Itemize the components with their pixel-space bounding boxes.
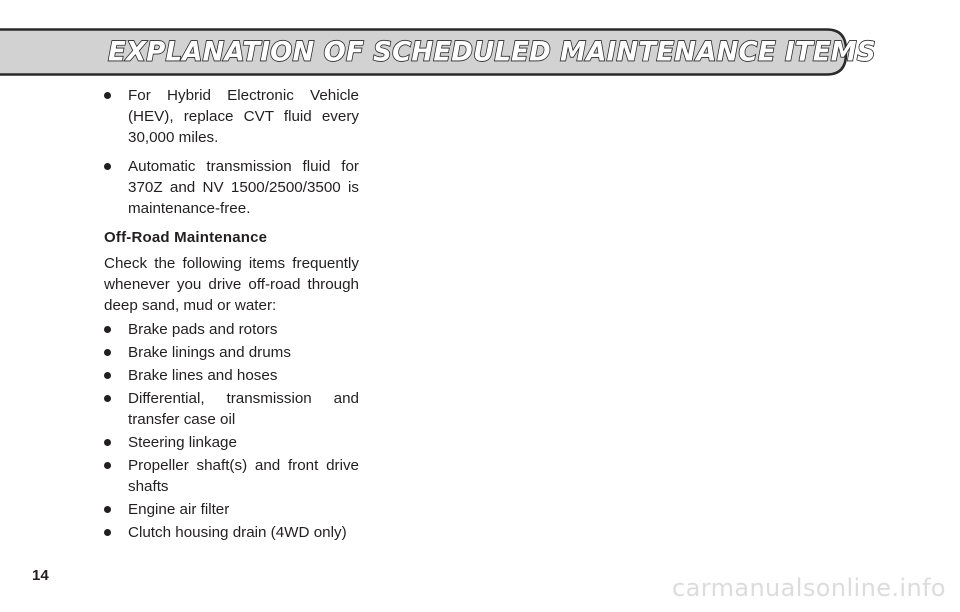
bullet-icon — [104, 163, 111, 170]
page-title: EXPLANATION OF SCHEDULED MAINTENANCE ITEMS — [108, 36, 876, 68]
list-item — [104, 522, 359, 543]
list-item-text: Differential, transmission and transfer case oil — [128, 390, 359, 428]
list-item — [104, 455, 359, 497]
watermark: carmanualsonline.info — [672, 574, 946, 602]
bullet-icon — [104, 529, 111, 536]
list-item-text: Brake lines and hoses — [128, 367, 278, 384]
list-item-text: For Hybrid Electronic Vehicle (HEV), replace CVT fluid every 30,000 miles. — [128, 87, 359, 146]
list-item — [104, 388, 359, 430]
intro-paragraph: Check the following items frequently whenever you drive off-road through deep sand, mud or water: — [104, 255, 359, 314]
list-item — [104, 365, 359, 386]
list-item-text: Brake pads and rotors — [128, 321, 278, 338]
bullet-icon — [104, 349, 111, 356]
list-item-text: Clutch housing drain (4WD only) — [128, 524, 347, 541]
section-banner — [0, 28, 876, 76]
list-item — [104, 342, 359, 363]
bullet-icon — [104, 372, 111, 379]
bullet-icon — [104, 395, 111, 402]
bullet-icon — [104, 439, 111, 446]
bullet-icon — [104, 326, 111, 333]
list-item — [104, 85, 359, 148]
bullet-icon — [104, 92, 111, 99]
list-item-text: Engine air filter — [128, 501, 230, 518]
bullet-icon — [104, 462, 111, 469]
section-heading: Off-Road Maintenance — [104, 229, 268, 246]
main-content — [104, 85, 359, 545]
list-item — [104, 432, 359, 453]
list-item — [104, 156, 359, 219]
list-item-text: Brake linings and drums — [128, 344, 291, 361]
list-item-text: Steering linkage — [128, 434, 237, 451]
list-item-text: Propeller shaft(s) and front drive shafts — [128, 457, 359, 495]
fluid-notes-list — [104, 85, 359, 219]
off-road-items-list — [104, 319, 359, 543]
list-item — [104, 319, 359, 340]
page-number: 14 — [32, 567, 49, 584]
list-item — [104, 499, 359, 520]
bullet-icon — [104, 506, 111, 513]
list-item-text: Automatic transmission fluid for 370Z and NV 1500/2500/3500 is maintenance-free. — [128, 158, 359, 217]
